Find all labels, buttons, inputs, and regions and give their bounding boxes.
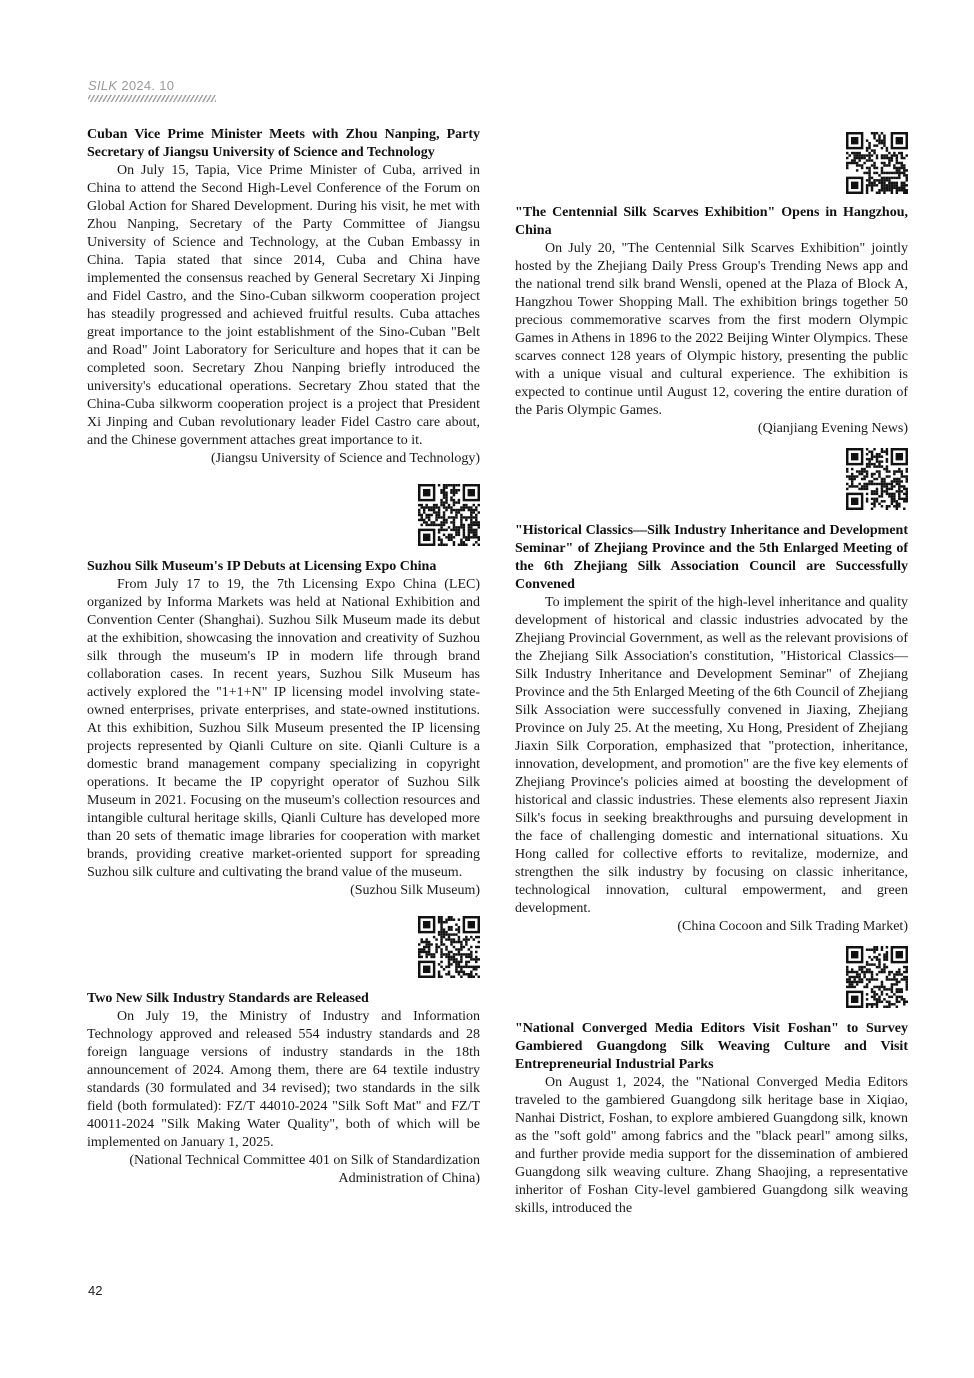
qr-code-icon [846, 946, 908, 1008]
article-converged-media-foshan [515, 1020, 908, 1218]
qr-code-icon [846, 448, 908, 510]
issue-number: 2024. 10 [121, 78, 175, 93]
article-title: "Historical Classics—Silk Industry Inheritance and Development Seminar" of Zhejiang Province and the 5th Enlarged Meeting of the 6th Zhejiang Silk Association Council are Successfully Convened [515, 523, 908, 592]
article-source: (China Cocoon and Silk Trading Market) [677, 919, 908, 934]
running-header [88, 78, 216, 102]
article-body: On July 15, Tapia, Vice Prime Minister of Cuba, arrived in China to attend the Second High-Level Conference of the Forum on Global Action for Shared Development. During his visit, he met with Zhou Nanping, Secretary of the Party Committee of Jiangsu University of Science and Technology, at the Cuban Embassy in China. Tapia stated that since 2014, Cuba and China have implemented the consensus reached by General Secretary Xi Jinping and Fidel Castro, and the Sino-Cuban silkworm cooperation project has steadily progressed and achieved fruitful results. Cuba attaches great importance to the joint establishment of the Sino-Cuban "Belt and Road" Joint Laboratory for Sericulture and hopes that it can be completed soon. Secretary Zhou Nanping briefly introduced the university's educational operations. Secretary Zhou stated that the China-Cuba silkworm cooperation project is a project that President Xi Jinping and Cuban revolutionary leader Fidel Castro care about, and the Chinese government attaches great importance to it. [87, 163, 480, 448]
article-body: To implement the spirit of the high-level inheritance and quality development of historical and classic industries advocated by the Zhejiang Provincial Government, as well as the relevant provisions of the Zhejiang Silk Association's constitution, "Historical Classics—Silk Industry Inheritance and Development Seminar" of Zhejiang Province and the 5th Enlarged Meeting of the 6th Council of Zhejiang Silk Association were successfully convened in Jiaxing, Zhejiang Province on July 25. At the meeting, Xu Hong, President of Zhejiang Jiaxin Silk Corporation, emphasized that "protection, inheritance, innovation, development, and promotion" are the five key elements of Zhejiang Province's policies aimed at boosting the development of historical and classic industries. These elements also represent Jiaxin Silk's focus in seeking breakthroughs and pursuing development in the face of challenging domestic and international situations. Xu Hong called for collective efforts to revitalize, modernize, and strengthen the silk industry by focusing on classic inheritance, technological innovation, cultural empowerment, and green development. [515, 595, 908, 916]
article-source: (National Technical Committee 401 on Silk of Standardization Administration of China) [129, 1153, 480, 1186]
article-title: Suzhou Silk Museum's IP Debuts at Licensing Expo China [87, 559, 437, 574]
page-number: 42 [88, 1283, 103, 1298]
article-silk-standards [87, 990, 480, 1188]
article-body: On July 20, "The Centennial Silk Scarves Exhibition" jointly hosted by the Zhejiang Daily Press Group's Trending News app and the national trend silk brand Wensli, opened at the Plaza of Block A, Hangzhou Tower Shopping Mall. The exhibition brings together 50 precious commemorative scarves from the first modern Olympic Games in Athens in 1896 to the 2022 Beijing Winter Olympics. These scarves connect 128 years of Olympic history, presenting the public with a unique visual and cultural experience. The exhibition is expected to continue until August 12, covering the entire duration of the Paris Olympic Games. [515, 241, 908, 418]
journal-brand: SILK [88, 78, 118, 93]
article-source: (Qianjiang Evening News) [757, 421, 908, 436]
article-body: On August 1, 2024, the "National Converged Media Editors traveled to the gambiered Guangdong silk heritage base in Xiqiao, Nanhai District, Foshan, to explore ambiered Guangdong silk, known as the "soft gold" among fabrics and the "black pearl" among silks, and further provide media support for the dissemination of ambiered Guangdong silk weaving culture. Zhang Shaojing, a representative inheritor of Foshan City-level gambiered Guangdong silk weaving skills, introduced the [515, 1075, 908, 1216]
journal-issue [88, 78, 216, 93]
right-column [515, 132, 908, 1218]
article-title: Two New Silk Industry Standards are Released [87, 991, 369, 1006]
article-historical-classics-seminar [515, 522, 908, 936]
article-title: "The Centennial Silk Scarves Exhibition" Opens in Hangzhou, China [515, 205, 908, 238]
qr-code-icon [418, 916, 480, 978]
header-stripe-decoration [88, 95, 216, 102]
article-suzhou-silk-museum [87, 558, 480, 900]
qr-code-icon [418, 484, 480, 546]
article-source: (Jiangsu University of Science and Technology) [211, 451, 480, 466]
article-centennial-scarves [515, 204, 908, 438]
article-body: On July 19, the Ministry of Industry and Information Technology approved and released 554 industry standards and 28 foreign language versions of industry standards in the 18th announcement of 2024. Among them, there are 64 textile industry standards (30 formulated and 34 revised); two standards in the silk field (both formulated): FZ/T 44010-2024 "Silk Soft Mat" and FZ/T 40011-2024 "Silk Making Water Quality", both of which will be implemented on January 1, 2025. [87, 1009, 480, 1150]
article-body: From July 17 to 19, the 7th Licensing Expo China (LEC) organized by Informa Markets was held at National Exhibition and Convention Center (Shanghai). Suzhou Silk Museum made its debut at the exhibition, showcasing the innovation and creativity of Suzhou silk through the museum's IP in modern life through brand collaboration cases. In recent years, Suzhou Silk Museum has actively explored the "1+1+N" IP licensing model involving state-owned enterprises, private enterprises, and state-owned institutions. At this exhibition, Suzhou Silk Museum presented the IP licensing projects represented by Qianli Culture on site. Qianli Culture is a domestic brand management company specializing in copyright operations. It became the IP copyright operator of Suzhou Silk Museum in 2021. Focusing on the museum's collection resources and intangible cultural heritage skills, Qianli Culture has developed more than 20 sets of thematic image libraries for cooperation with market brands, providing creative market-oriented support for spreading Suzhou silk culture and cultivating the brand value of the museum. [87, 577, 480, 880]
article-source: (Suzhou Silk Museum) [350, 883, 480, 898]
left-column [87, 126, 480, 1188]
article-title: "National Converged Media Editors Visit Foshan" to Survey Gambiered Guangdong Silk Weaving Culture and Visit Entrepreneurial Industrial Parks [515, 1021, 908, 1072]
article-cuban-vice-premier [87, 126, 480, 468]
article-title: Cuban Vice Prime Minister Meets with Zhou Nanping, Party Secretary of Jiangsu University of Science and Technology [87, 127, 480, 160]
qr-code-icon [846, 132, 908, 194]
